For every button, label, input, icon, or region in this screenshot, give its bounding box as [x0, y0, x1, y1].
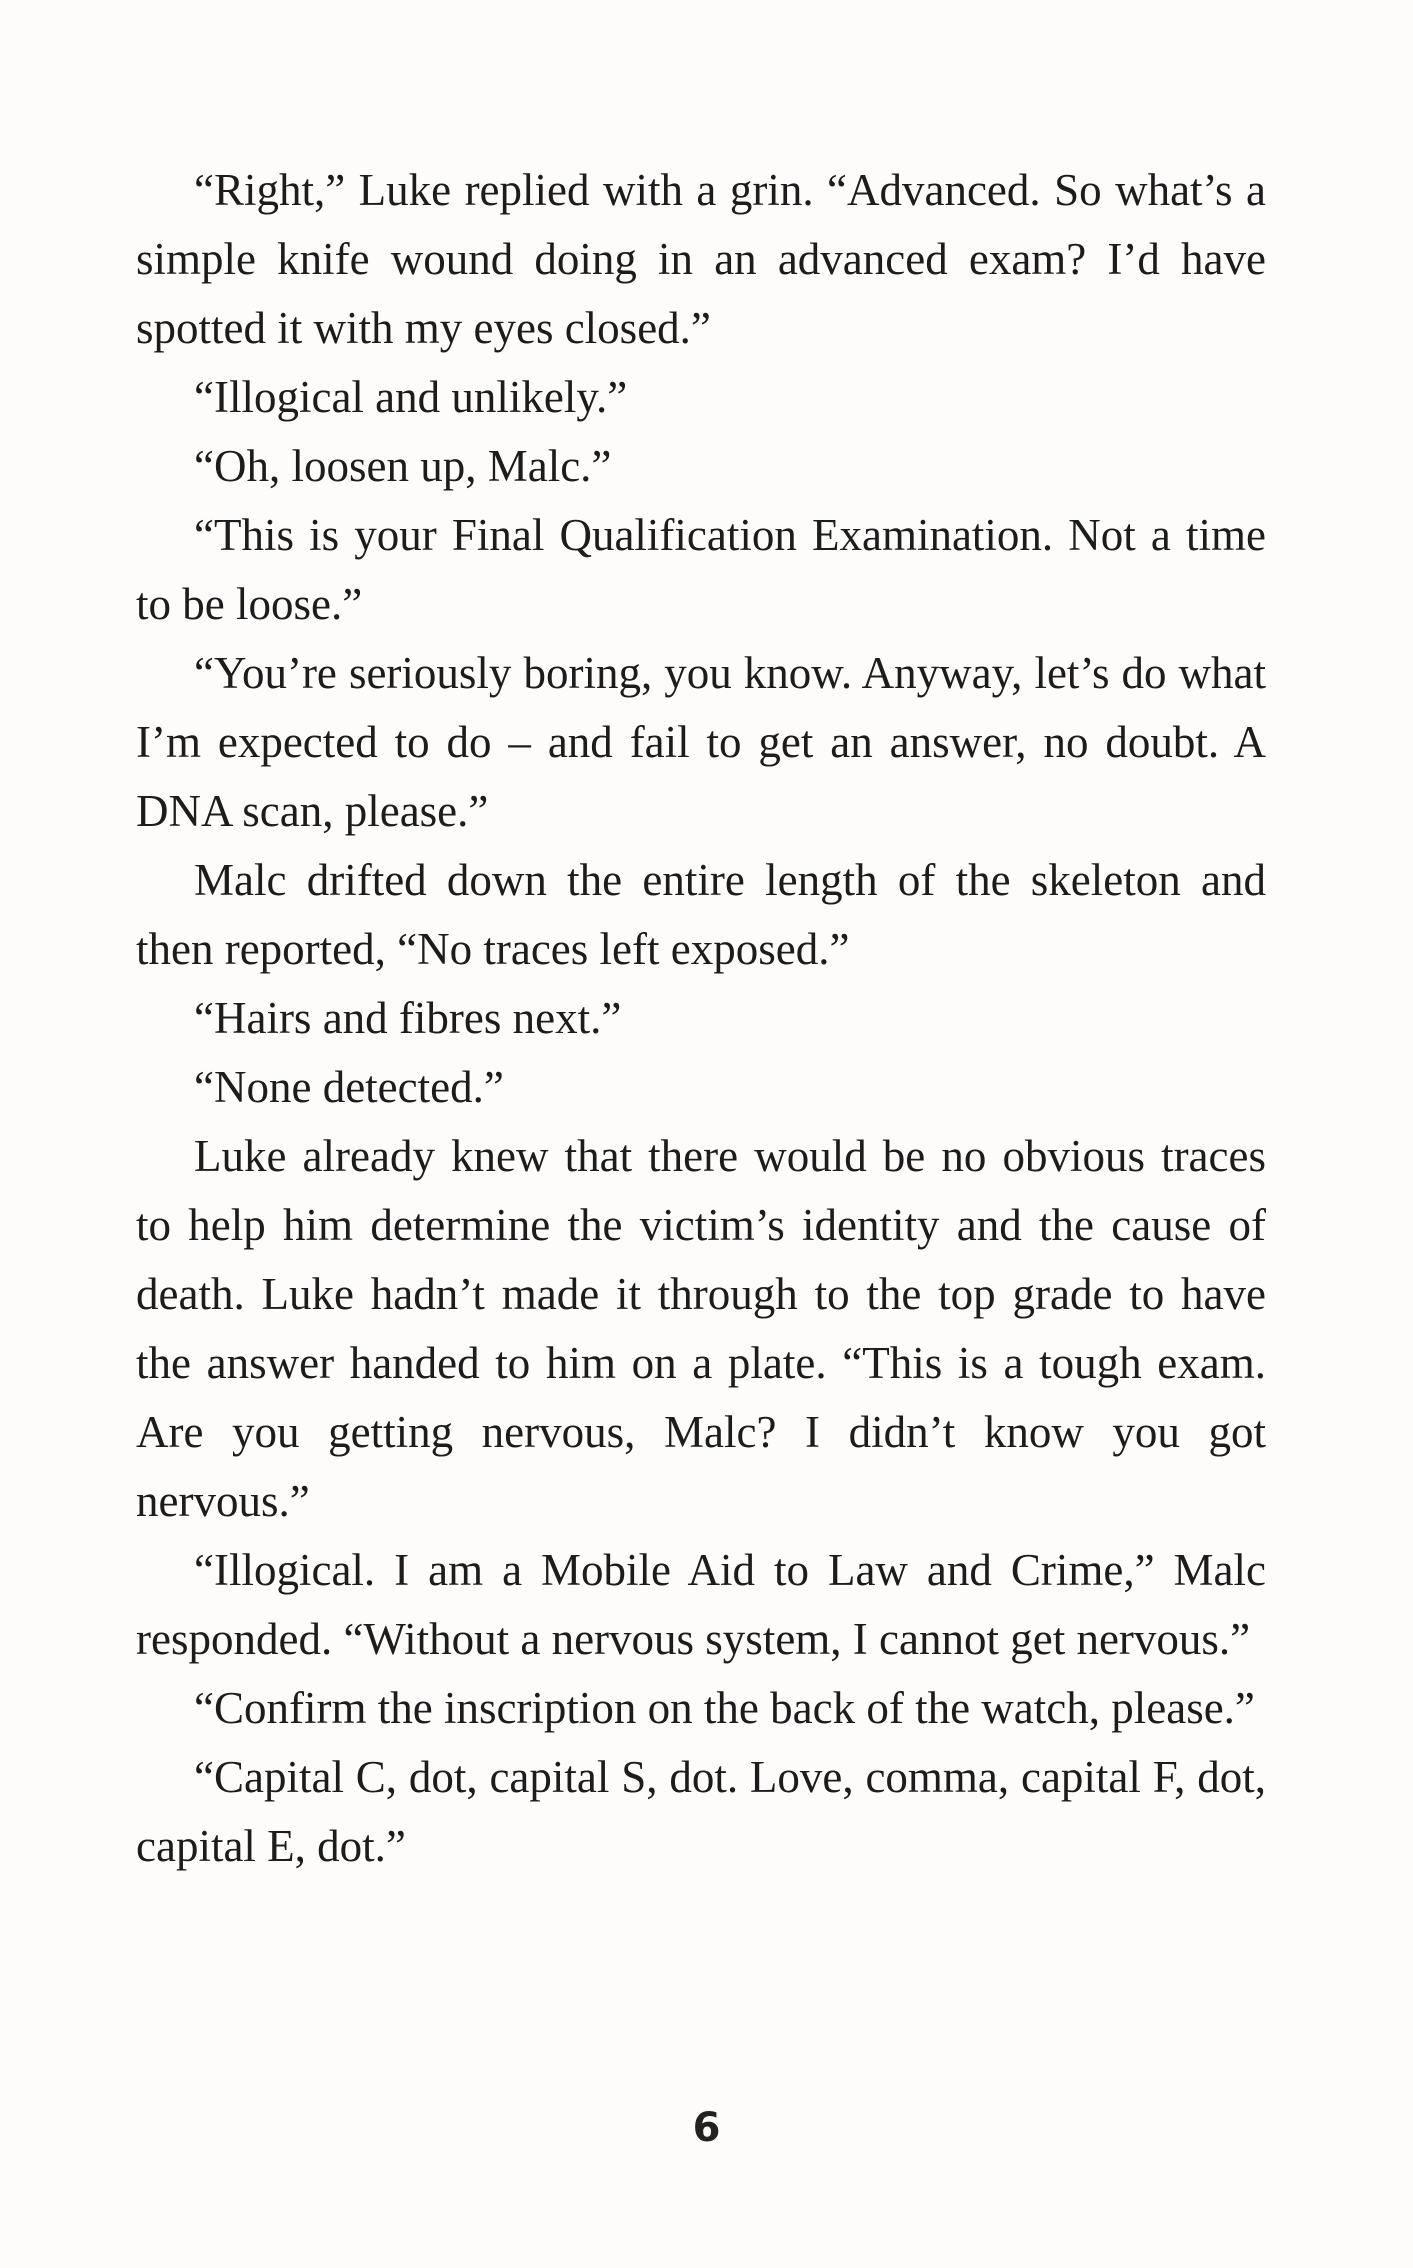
book-page-text [136, 156, 1266, 1881]
page-number: 6 [692, 2105, 721, 2151]
paragraph-1: “Right,” Luke replied with a grin. “Advanced. So what’s a simple knife wound doing in an advanced exam? I’d have spotted it with my eyes closed.” [136, 165, 1266, 353]
paragraph-10: “Illogical. I am a Mobile Aid to Law and Crime,” Malc responded. “Without a nervous system, I cannot get nervous.” [136, 1545, 1266, 1664]
paragraph-8: “None detected.” [194, 1062, 504, 1112]
paragraph-7: “Hairs and fibres next.” [194, 993, 622, 1043]
paragraph-6: Malc drifted down the entire length of the skeleton and then reported, “No traces left exposed.” [136, 855, 1266, 974]
paragraph-4: “This is your Final Qualification Examination. Not a time to be loose.” [136, 510, 1266, 629]
paragraph-11: “Confirm the inscription on the back of the watch, please.” [194, 1683, 1255, 1733]
paragraph-9: Luke already knew that there would be no obvious traces to help him determine the victim’s identity and the cause of death. Luke hadn’t made it through to the top grade to have the answer handed to him on a plate. “This is a tough exam. Are you getting nervous, Malc? I didn’t know you got nervous.” [136, 1131, 1266, 1526]
paragraph-3: “Oh, loosen up, Malc.” [194, 441, 612, 491]
paragraph-2: “Illogical and unlikely.” [194, 372, 628, 422]
paragraph-12: “Capital C, dot, capital S, dot. Love, comma, capital F, dot, capital E, dot.” [136, 1752, 1266, 1871]
paragraph-5: “You’re seriously boring, you know. Anyway, let’s do what I’m expected to do – and fail to get an answer, no doubt. A DNA scan, please.” [136, 648, 1266, 836]
